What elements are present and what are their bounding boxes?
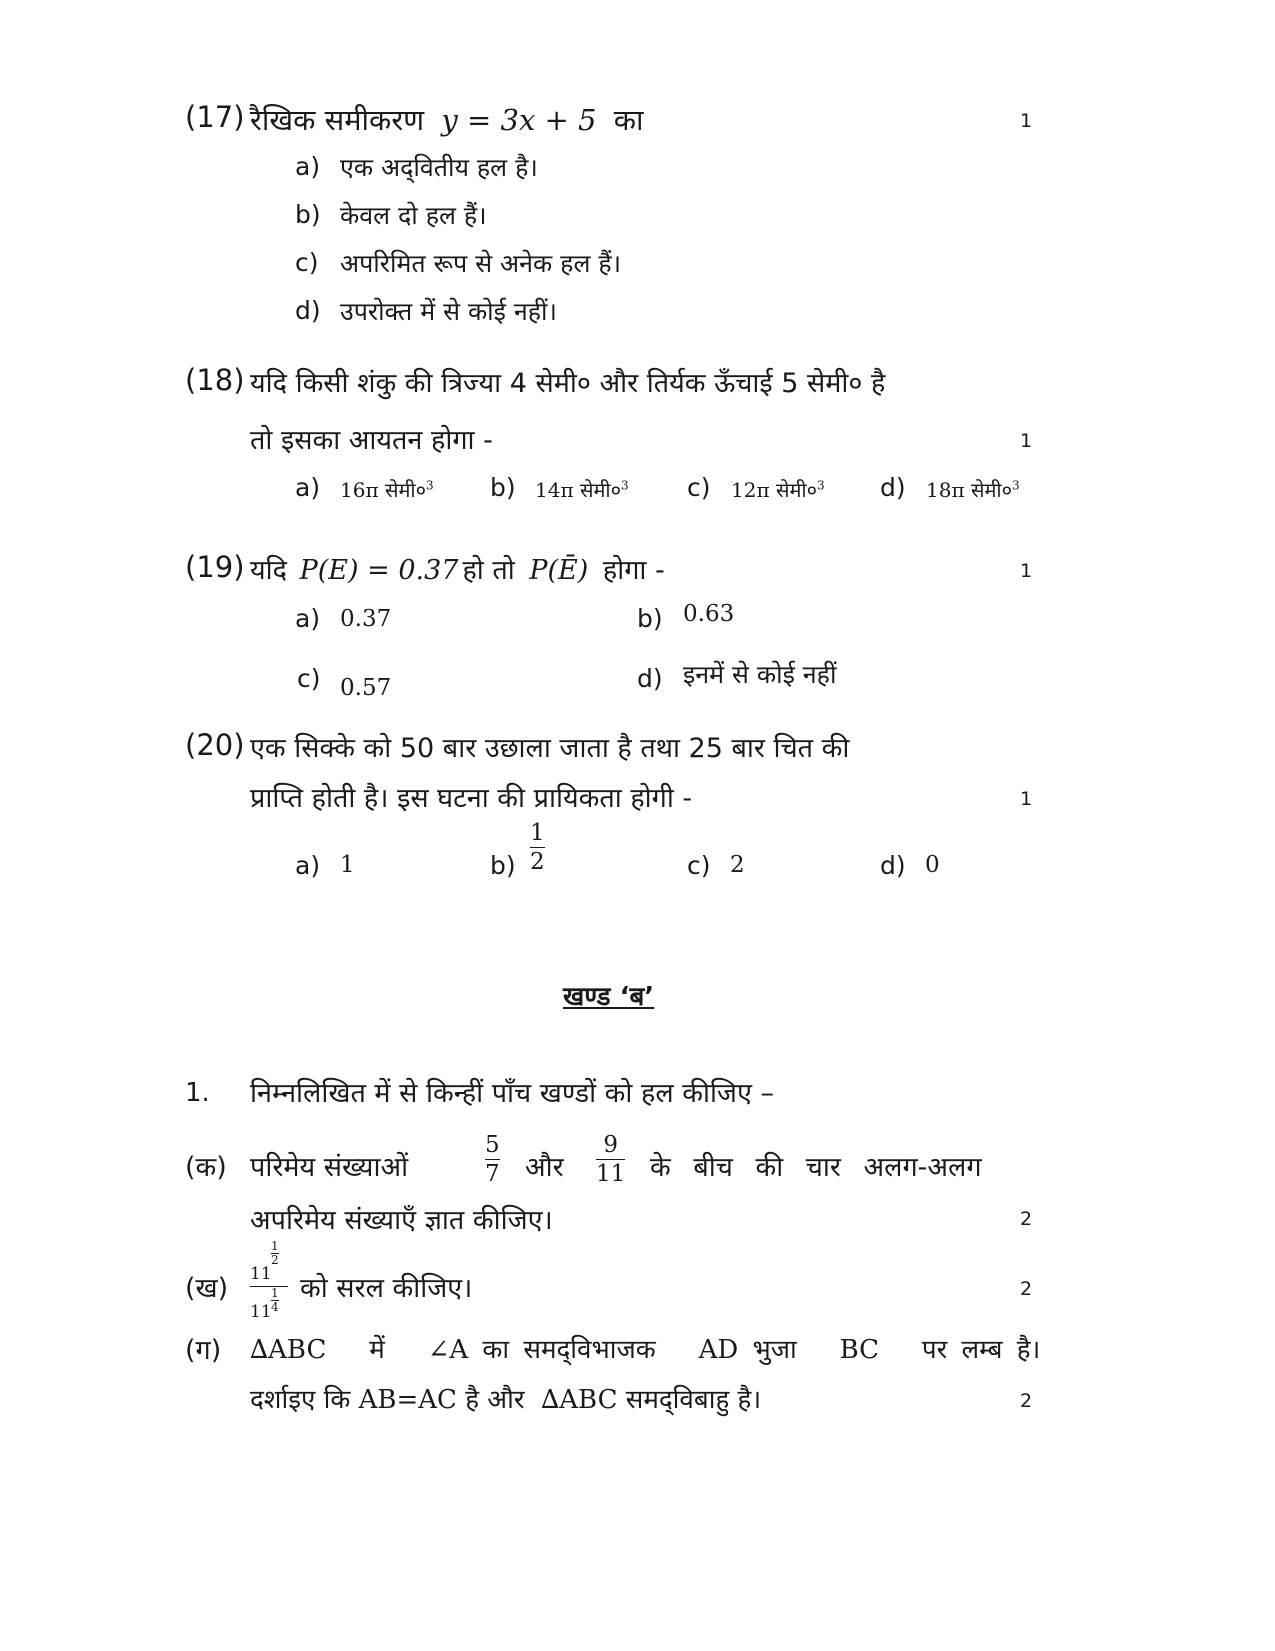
section-b-heading: खण्ड ‘ब’ (563, 982, 655, 1012)
part-ga-line1: ∆ABC में ∠A का समद्‌विभाजक AD भुजा BC पर लम्ब है। (250, 1335, 1041, 1365)
question-18-marks: 1 (1020, 430, 1033, 452)
option-label: a) (295, 473, 321, 502)
option-text: एक अद्‌वितीय हल है। (340, 153, 538, 182)
section-b-q1-number: 1. (185, 1078, 210, 1108)
option-label: c) (297, 664, 321, 693)
option-text: 0.37 (340, 606, 392, 632)
question-20-number: (20) (185, 728, 245, 762)
option-text: अपरिमित रूप से अनेक हल हैं। (340, 249, 622, 278)
kha-numerator-base: 11 (250, 1264, 272, 1284)
option-label: b) (490, 851, 516, 880)
part-ga-label: (ग) (185, 1335, 222, 1366)
section-b-q1-text: निम्नलिखित में से किन्हीं पाँच खण्डों को हल कीजिए – (250, 1078, 774, 1109)
question-18-line2: तो इसका आयतन होगा - (250, 425, 493, 456)
option-text: 0 (925, 852, 940, 878)
part-ga-line2: दर्शाइए कि AB=AC है और ∆ABC समद्‌विबाहु है। (250, 1385, 762, 1415)
part-ka-text-b: और (525, 1152, 564, 1183)
question-17-text (250, 100, 644, 139)
option-label: d) (295, 296, 321, 325)
question-20-line1: एक सिक्के को 50 बार उछाला जाता है तथा 25 बार चित की (250, 733, 850, 764)
part-ka-line2: अपरिमेय संख्याएँ ज्ञात कीजिए। (250, 1205, 553, 1236)
option-label: a) (295, 851, 321, 880)
part-kha-marks: 2 (1020, 1278, 1033, 1300)
question-19-text: यदि P(E) = 0.37 हो तो P(Ē) होगा - (250, 555, 665, 586)
option-value: 12π $सेमी०^3$ (731, 478, 825, 502)
part-ka-label: (क) (185, 1152, 227, 1183)
part-ka-marks: 2 (1020, 1208, 1033, 1230)
option-value: 14π $सेमी०^3$ (535, 478, 629, 502)
option-label: d) (880, 473, 906, 502)
question-17-marks: 1 (1020, 110, 1033, 132)
fraction-bar (485, 1159, 500, 1160)
option-label: c) (295, 248, 319, 277)
fraction-denominator: 2 (530, 849, 545, 876)
option-label: b) (637, 604, 663, 633)
option-label: d) (637, 664, 663, 693)
option-text: उपरोक्त में से कोई नहीं। (340, 297, 557, 326)
option-text: इनमें से कोई नहीं (683, 660, 837, 689)
question-20-line2: प्राप्ति होती है। इस घटना की प्रायिकता होगी - (250, 783, 693, 814)
question-19-math-a: P(E) = 0.37 (299, 555, 459, 586)
question-17-number: (17) (185, 100, 245, 134)
option-label: c) (687, 473, 711, 502)
question-18-number: (18) (185, 363, 245, 397)
fraction-bar (530, 847, 545, 848)
option-label: b) (295, 200, 321, 229)
fraction-bar (596, 1159, 625, 1160)
option-text: केवल दो हल हैं। (340, 201, 487, 230)
option-label: d) (880, 851, 906, 880)
option-text: 2 (730, 852, 745, 878)
option-label: c) (687, 851, 711, 880)
fraction-5-7 (485, 1132, 500, 1188)
fraction-9-11 (596, 1132, 625, 1188)
fraction-numerator: 1 (530, 820, 545, 846)
fraction-numerator: 9 (603, 1132, 618, 1158)
fraction-denominator: 11 (596, 1161, 626, 1188)
kha-denominator-exp: 1 4 (271, 1286, 279, 1314)
kha-numerator-exp: 1 2 (271, 1239, 279, 1267)
part-ga-marks: 2 (1020, 1390, 1033, 1412)
question-17-label: रैखिक समीकरण (250, 103, 425, 137)
option-value: 18π $सेमी०^3$ (926, 478, 1020, 502)
option-label: a) (295, 604, 321, 633)
option-text: 0.63 (683, 601, 735, 627)
kha-fraction-bar (250, 1286, 288, 1287)
option-label: a) (295, 152, 321, 181)
kha-denominator-base: 11 (250, 1302, 272, 1322)
question-19-math-b: P(Ē) (529, 555, 589, 586)
question-19-number: (19) (185, 550, 245, 584)
part-kha-text: को सरल कीजिए। (300, 1273, 473, 1304)
question-17-suffix: का (613, 103, 644, 137)
fraction-numerator: 5 (485, 1132, 500, 1158)
part-ka-text-a: परिमेय संख्याओं (250, 1152, 409, 1183)
fraction-denominator: 7 (485, 1161, 500, 1188)
option-text: 0.57 (340, 675, 392, 701)
option-text: 1 (340, 852, 355, 878)
option-fraction (530, 820, 545, 876)
option-value: 16π $सेमी०^3$ (340, 478, 434, 502)
option-label: b) (490, 473, 516, 502)
part-kha-label: (ख) (185, 1273, 229, 1304)
question-17-equation: y = 3x + 5 (441, 103, 597, 137)
question-20-marks: 1 (1020, 788, 1033, 810)
part-ka-text-c: के बीच की चार अलग-अलग (650, 1152, 982, 1183)
question-18-line1: यदि किसी शंकु की त्रिज्या 4 सेमी० और तिर्यक ऊँचाई 5 सेमी० है (250, 368, 886, 399)
question-19-marks: 1 (1020, 560, 1033, 582)
